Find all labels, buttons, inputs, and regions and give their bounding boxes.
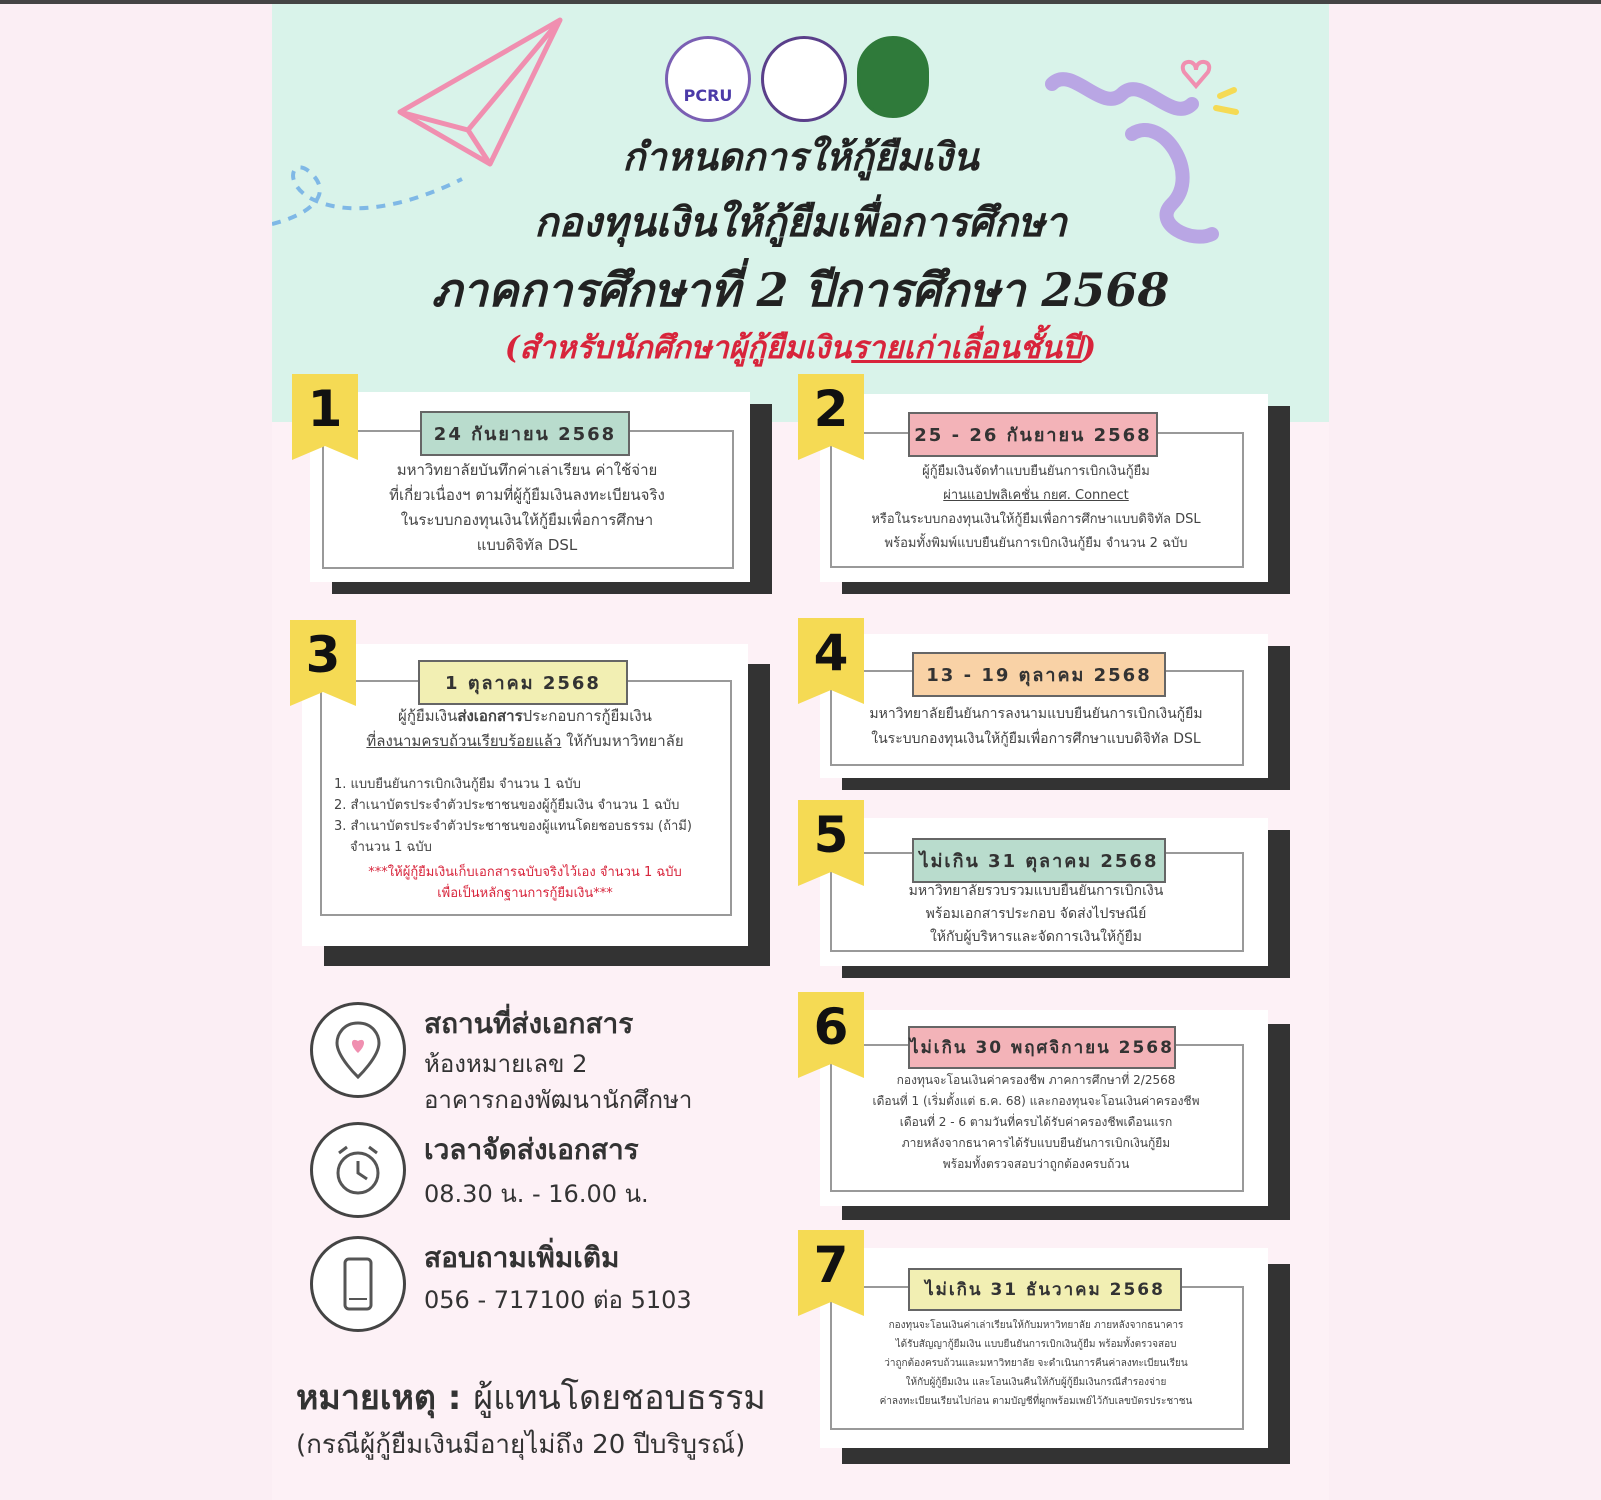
time-range: 08.30 น. - 16.00 น. xyxy=(424,1180,649,1208)
remark xyxy=(296,1370,766,1424)
alarm-clock-icon xyxy=(310,1122,406,1218)
step-number: 4 xyxy=(798,618,864,690)
step-date: 25 - 26 กันยายน 2568 xyxy=(908,412,1158,457)
step-body xyxy=(832,460,1240,556)
step-line: พร้อมทั้งตรวจสอบว่าถูกต้องครบถ้วน xyxy=(942,1157,1130,1171)
note-line: ***ให้ผู้กู้ยืมเงินเก็บเอกสารฉบับจริงไว้เอง จำนวน 1 ฉบับ xyxy=(368,865,682,880)
contact-phone: 056 - 717100 ต่อ 5103 xyxy=(424,1286,692,1314)
step-text-underlined: ที่ลงนามครบถ้วนเรียบร้อยแล้ว xyxy=(366,732,562,750)
step-body xyxy=(332,458,722,558)
step-line: มหาวิทยาลัยบันทึกค่าเล่าเรียน ค่าใช้จ่าย xyxy=(396,461,658,479)
place-building: อาคารกองพัฒนานักศึกษา xyxy=(424,1086,693,1114)
step-note xyxy=(328,862,722,904)
step-line: แบบดิจิทัล DSL xyxy=(476,536,578,554)
subtitle xyxy=(272,322,1329,372)
step-text: ให้กับมหาวิทยาลัย xyxy=(561,732,684,750)
step-number: 2 xyxy=(798,374,864,446)
step-line xyxy=(328,704,722,729)
subtitle-underlined: รายเก่าเลื่อนชั้นปี xyxy=(851,330,1082,366)
step-body xyxy=(834,1316,1238,1411)
list-item: 1. แบบยืนยันการเบิกเงินกู้ยืม จำนวน 1 ฉบับ xyxy=(334,777,581,792)
step-document-list xyxy=(334,774,724,858)
step-line: ได้รับสัญญากู้ยืมเงิน แบบยืนยันการเบิกเงินกู้ยืม พร้อมทั้งตรวจสอบ xyxy=(895,1339,1177,1350)
subtitle-prefix: (สำหรับนักศึกษาผู้กู้ยืมเงิน xyxy=(504,330,852,366)
step-line: เดือนที่ 1 (เริ่มตั้งแต่ ธ.ค. 68) และกองทุนจะโอนเงินค่าครองชีพ xyxy=(872,1094,1200,1108)
remark-condition: (กรณีผู้กู้ยืมเงินมีอายุไม่ถึง 20 ปีบริบูรณ์) xyxy=(296,1430,746,1460)
step-body xyxy=(328,704,722,754)
step-text: ผู้กู้ยืมเงิน xyxy=(398,707,458,725)
note-line: เพื่อเป็นหลักฐานการกู้ยืมเงิน*** xyxy=(437,886,613,901)
poster xyxy=(272,4,1329,1500)
step-line: ผ่านแอปพลิเคชั่น กยศ. Connect xyxy=(943,488,1129,503)
step-number: 7 xyxy=(798,1230,864,1302)
pcru-logo-text: PCRU xyxy=(683,86,733,105)
step-line: ให้กับผู้กู้ยืมเงิน และโอนเงินคืนให้กับผู้กู้ยืมเงินกรณีสำรองจ่าย xyxy=(905,1377,1167,1388)
remark-label: หมายเหตุ : xyxy=(296,1378,474,1418)
step-line: ภายหลังจากธนาคารได้รับแบบยืนยันการเบิกเงินกู้ยืม xyxy=(901,1136,1171,1150)
title-line-2: กองทุนเงินให้กู้ยืมเพื่อการศึกษา xyxy=(534,199,1067,246)
place-room: ห้องหมายเลข 2 xyxy=(424,1050,588,1078)
location-pin-icon xyxy=(310,1002,406,1098)
step-line: ในระบบกองทุนเงินให้กู้ยืมเพื่อการศึกษาแบบดิจิทัล DSL xyxy=(871,731,1201,747)
title-line-1: กำหนดการให้กู้ยืมเงิน xyxy=(622,134,979,179)
contact-heading: สอบถามเพิ่มเติม xyxy=(424,1241,620,1274)
step-number: 6 xyxy=(798,992,864,1064)
smartphone-icon xyxy=(310,1236,406,1332)
heart-icon xyxy=(1183,62,1209,86)
step-body xyxy=(834,880,1238,949)
step-number: 1 xyxy=(292,374,358,446)
pcru-logo xyxy=(665,36,751,122)
university-seal-logo xyxy=(857,36,929,118)
step-line: กองทุนจะโอนเงินค่าครองชีพ ภาคการศึกษาที่ 2/2568 xyxy=(896,1073,1176,1087)
step-line: พร้อมเอกสารประกอบ จัดส่งไปรษณีย์ xyxy=(925,906,1147,922)
step-line: กองทุนจะโอนเงินค่าเล่าเรียนให้กับมหาวิทยาลัย ภายหลังจากธนาคาร xyxy=(888,1320,1184,1331)
step-line: หรือในระบบกองทุนเงินให้กู้ยืมเพื่อการศึกษาแบบดิจิทัล DSL xyxy=(871,512,1201,527)
title-line-3: ภาคการศึกษาที่ 2 ปีการศึกษา 2568 xyxy=(431,263,1170,317)
step-date: ไม่เกิน 31 ตุลาคม 2568 xyxy=(912,838,1166,883)
step-date: 1 ตุลาคม 2568 xyxy=(418,660,628,705)
step-body xyxy=(834,702,1238,752)
logo-row xyxy=(665,36,929,122)
list-item: 2. สำเนาบัตรประจำตัวประชาชนของผู้กู้ยืมเงิน จำนวน 1 ฉบับ xyxy=(334,798,680,813)
step-line: มหาวิทยาลัยรวบรวมแบบยืนยันการเบิกเงิน xyxy=(908,883,1164,899)
step-date: 24 กันยายน 2568 xyxy=(420,411,630,456)
step-line: ค่าลงทะเบียนเรียนไปก่อน ตามบัญชีที่ผูกพร้อมเพย์ไว้กับเลขบัตรประชาชน xyxy=(879,1396,1193,1407)
step-line: พร้อมทั้งพิมพ์แบบยืนยันการเบิกเงินกู้ยืม จำนวน 2 ฉบับ xyxy=(884,536,1188,551)
step-line xyxy=(328,729,722,754)
step-body xyxy=(834,1070,1238,1175)
list-item: 3. สำเนาบัตรประจำตัวประชาชนของผู้แทนโดยชอบธรรม (ถ้ามี) xyxy=(334,819,692,834)
step-date: ไม่เกิน 30 พฤศจิกายน 2568 xyxy=(908,1026,1176,1069)
subtitle-suffix: ) xyxy=(1081,330,1097,366)
step-line: ผู้กู้ยืมเงินจัดทำแบบยืนยันการเบิกเงินกู้ยืม xyxy=(922,464,1150,479)
place-heading: สถานที่ส่งเอกสาร xyxy=(424,1007,634,1040)
step-text-bold: ส่งเอกสาร xyxy=(457,707,523,725)
list-item: จำนวน 1 ฉบับ xyxy=(350,840,432,855)
step-date: ไม่เกิน 31 ธันวาคม 2568 xyxy=(908,1268,1182,1311)
step-text: ประกอบการกู้ยืมเงิน xyxy=(522,707,652,725)
step-number: 5 xyxy=(798,800,864,872)
header-panel xyxy=(272,4,1329,422)
step-line: ในระบบกองทุนเงินให้กู้ยืมเพื่อการศึกษา xyxy=(400,511,654,529)
remark-text: ผู้แทนโดยชอบธรรม xyxy=(473,1378,766,1418)
step-line: เดือนที่ 2 - 6 ตามวันที่ครบได้รับค่าครองชีพเดือนแรก xyxy=(899,1115,1173,1129)
step-line: ว่าถูกต้องครบถ้วนและมหาวิทยาลัย จะดำเนินการคืนค่าลงทะเบียนเรียน xyxy=(884,1358,1188,1369)
step-line: ให้กับผู้บริหารและจัดการเงินให้กู้ยืม xyxy=(929,929,1143,945)
student-fund-logo xyxy=(761,36,847,122)
step-line: ที่เกี่ยวเนื่องฯ ตามที่ผู้กู้ยืมเงินลงทะเบียนจริง xyxy=(389,486,665,504)
step-line: มหาวิทยาลัยยืนยันการลงนามแบบยืนยันการเบิกเงินกู้ยืม xyxy=(869,706,1203,722)
time-heading: เวลาจัดส่งเอกสาร xyxy=(424,1133,639,1166)
step-date: 13 - 19 ตุลาคม 2568 xyxy=(912,652,1166,697)
step-number: 3 xyxy=(290,620,356,692)
sparkle-icon xyxy=(1216,90,1236,112)
